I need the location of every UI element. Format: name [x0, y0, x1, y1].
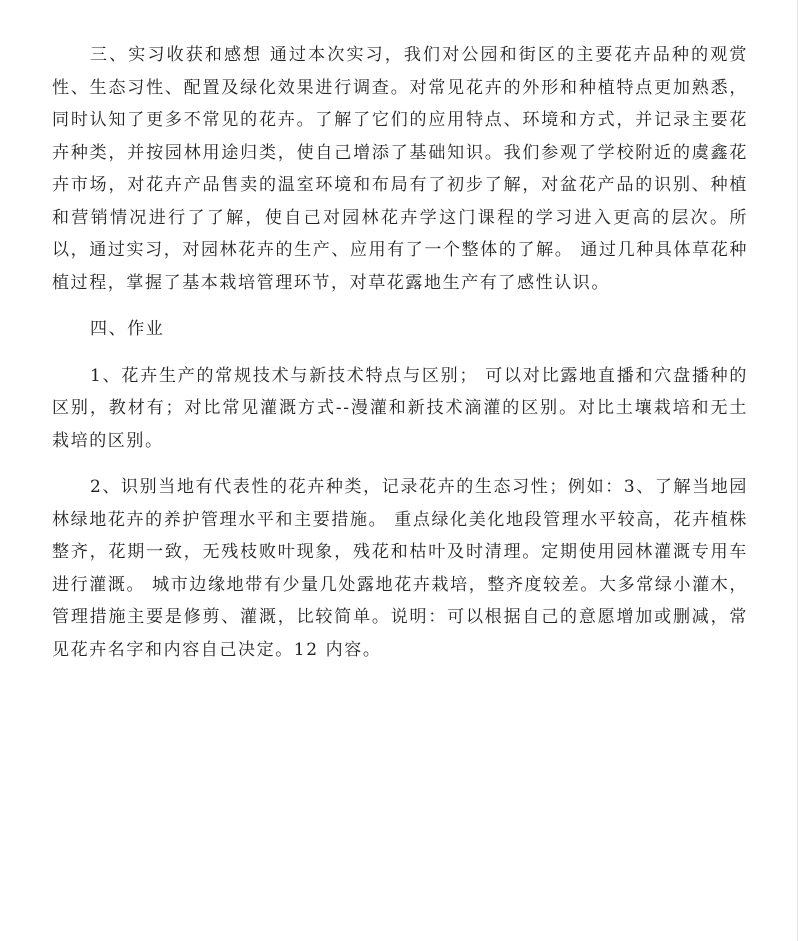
paragraph-assignment-2: 2、识别当地有代表性的花卉种类，记录花卉的生态习性；例如：3、了解当地园林绿地花卉的养护管理水平和主要措施。 重点绿化美化地段管理水平较高，花卉植株整齐，花期一致，无残枝败叶现象，残花和枯叶及时清理。定期使用园林灌溉专用车进行灌溉。 城市边缘地带有少量几处露地花卉栽培，整齐度较差。大多常绿小灌木，管理措施主要是修剪、灌溉，比较简单。说明：可以根据自己的意愿增加或删减，常见花卉名字和内容自己决定。12 内容。: [52, 477, 748, 660]
paragraph-internship-reflection: 三、实习收获和感想 通过本次实习，我们对公园和街区的主要花卉品种的观赏性、生态习性、配置及绿化效果进行调查。对常见花卉的外形和种植特点更加熟悉，同时认知了更多不常见的花卉。了解了它们的应用特点、环境和方式，并记录主要花卉种类，并按园林用途归类，使自己增添了基础知识。我们参观了学校附近的虞鑫花卉市场，对花卉产品售卖的温室环境和布局有了初步了解，对盆花产品的识别、种植和营销情况进行了了解，使自己对园林花卉学这门课程的学习进入更高的层次。所以，通过实习，对园林花卉的生产、应用有了一个整体的了解。 通过几种具体草花种植过程，掌握了基本栽培管理环节，对草花露地生产有了感性认识。: [52, 45, 748, 293]
section-heading-assignment: 四、作业: [90, 319, 165, 339]
paragraph-assignment-1: 1、花卉生产的常规技术与新技术特点与区别； 可以对比露地直播和穴盘播种的区别，教材有；对比常见灌溉方式--漫灌和新技术滴灌的区别。对比土壤栽培和无土栽培的区别。: [52, 365, 748, 451]
document-body: [52, 39, 748, 666]
